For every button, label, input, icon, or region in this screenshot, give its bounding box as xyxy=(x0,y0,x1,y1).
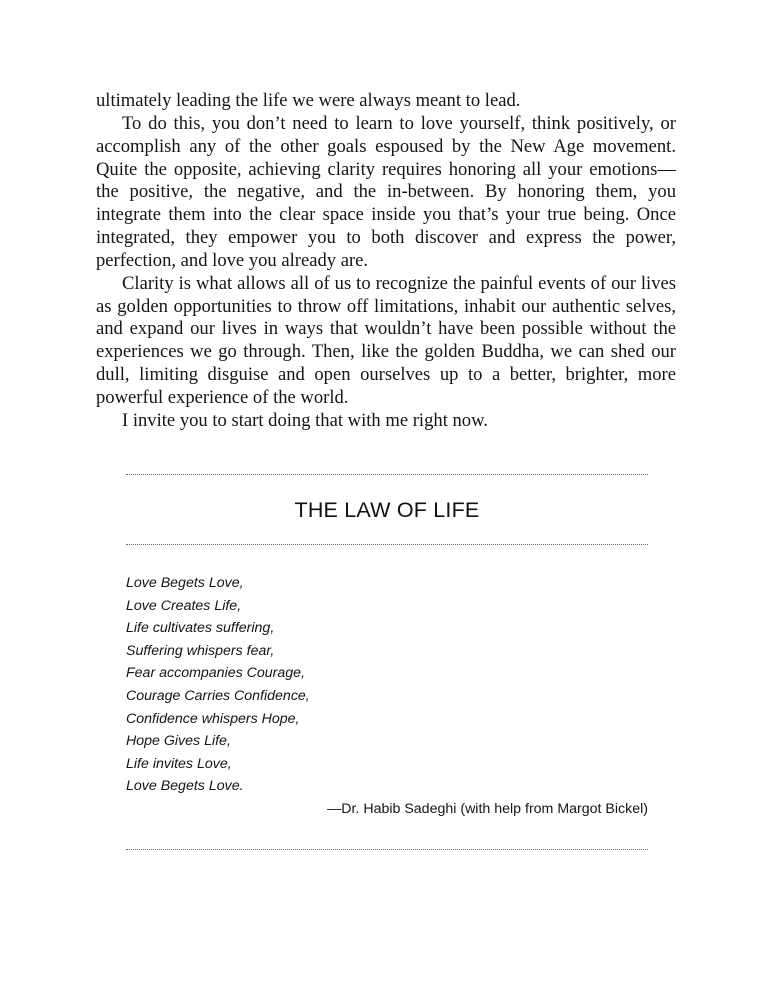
dotted-rule-bottom xyxy=(126,849,648,850)
poem-line: Love Creates Life, xyxy=(126,597,242,614)
poem-line: Courage Carries Confidence, xyxy=(126,687,310,704)
sidebar-title: THE LAW OF LIFE xyxy=(294,498,480,522)
body-text xyxy=(96,90,676,433)
dotted-rule-under-title xyxy=(126,544,648,545)
paragraph-continuation: ultimately leading the life we were always meant to lead. xyxy=(96,90,521,111)
poem-line: Love Begets Love, xyxy=(126,575,244,591)
poem-line: Confidence whispers Hope, xyxy=(126,710,300,727)
poem-line: Hope Gives Life, xyxy=(126,733,231,750)
poem-line: Life invites Love, xyxy=(126,755,232,772)
poem-line: Fear accompanies Courage, xyxy=(126,665,306,682)
poem-attribution: —Dr. Habib Sadeghi (with help from Margot Bickel) xyxy=(327,801,648,817)
poem-line: Love Begets Love. xyxy=(126,778,244,795)
poem-line: Suffering whispers fear, xyxy=(126,642,275,659)
poem-line: Life cultivates suffering, xyxy=(126,620,275,637)
paragraph-golden-opportunities: Clarity is what allows all of us to recognize the painful events of our lives as golden opportunities to throw off limitations, inhabit our authentic selves, and expand our lives in ways that wouldn’t have been possible without the experiences we go through. Then, like the golden Buddha, we can shed our dull, limiting disguise and open ourselves up to a better, brighter, more powerful experience of the world. xyxy=(96,272,676,408)
dotted-rule-top xyxy=(126,474,648,475)
poem xyxy=(126,572,310,798)
paragraph-invitation: I invite you to start doing that with me right now. xyxy=(122,409,488,431)
paragraph-clarity-emotions: To do this, you don’t need to learn to love yourself, think positively, or accomplish any of the other goals espoused by the New Age movement. Quite the opposite, achieving clarity requires honoring all your emotions—the positive, the negative, and the in-between. By honoring them, you integrate them into the clear space inside you that’s your true being. Once integrated, they empower you to both discover and express the power, perfection, and love you already are. xyxy=(96,112,676,271)
